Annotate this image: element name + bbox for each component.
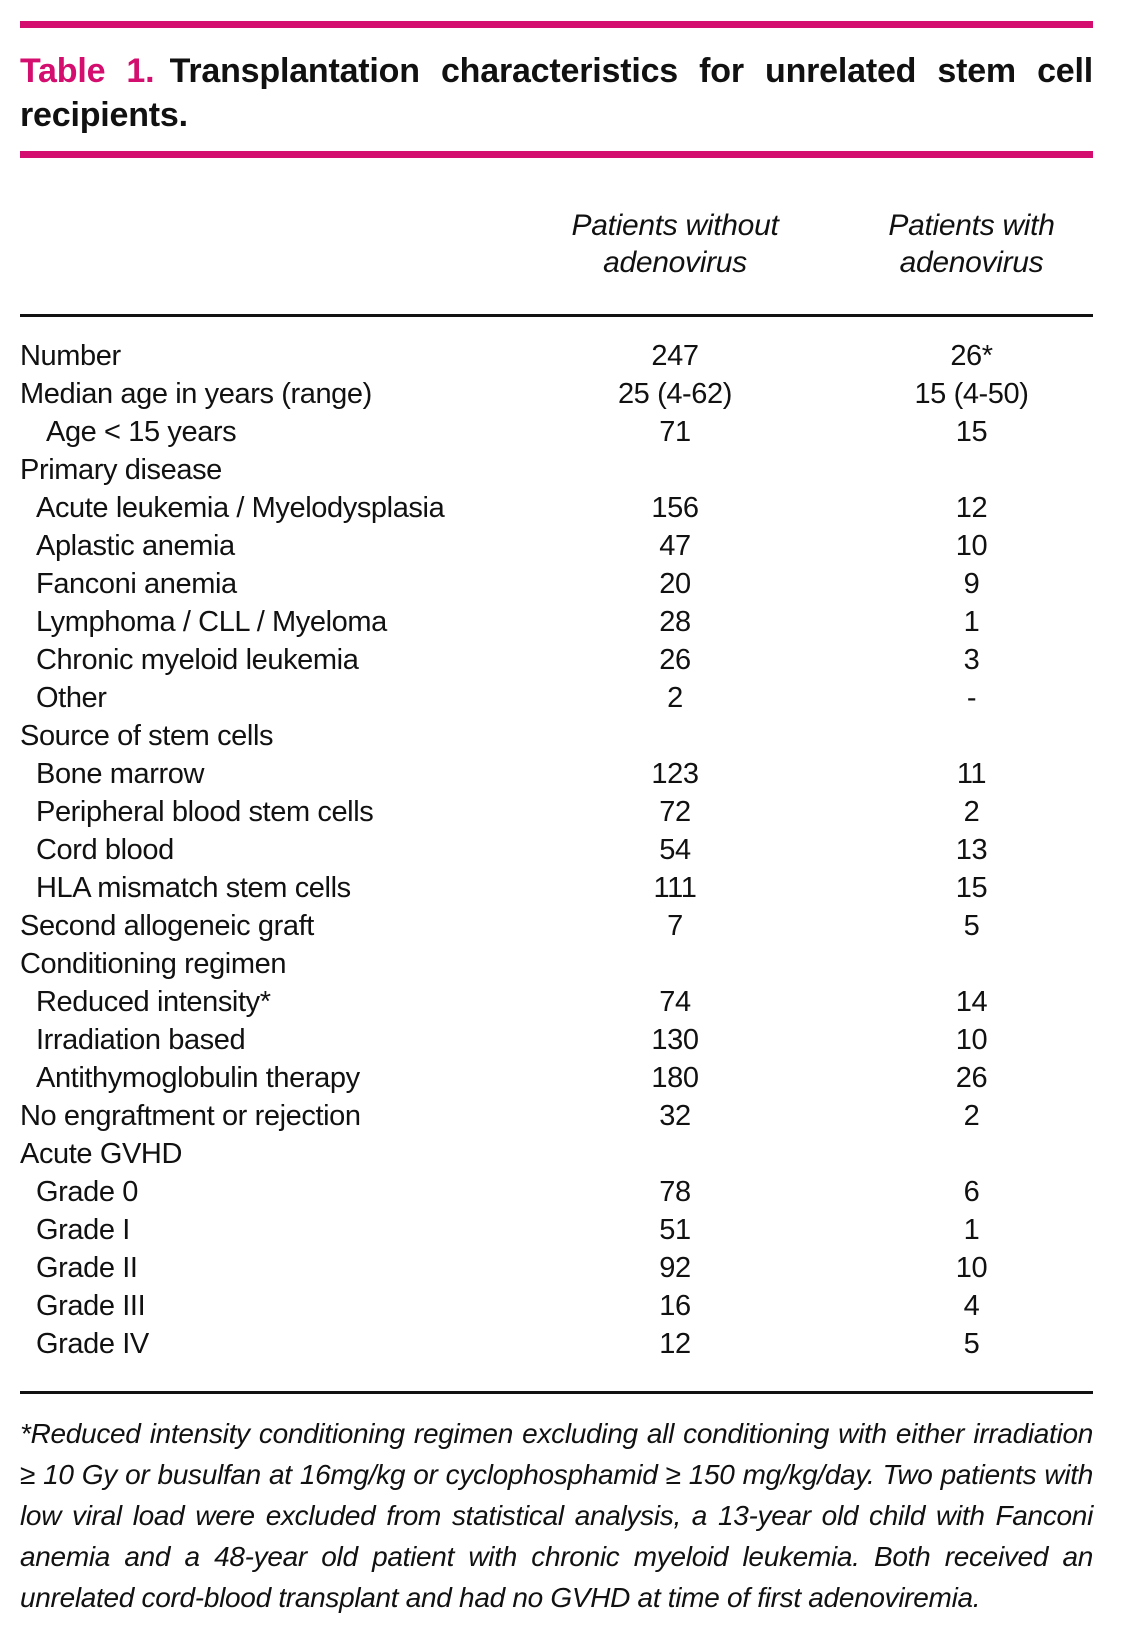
table-row <box>20 1287 1093 1325</box>
value-without-adenovirus: 92 <box>659 1252 691 1284</box>
value-without-adenovirus: 26 <box>659 644 691 676</box>
value-without-adenovirus: 111 <box>653 872 697 904</box>
value-without-adenovirus: 78 <box>659 1176 691 1208</box>
table-container <box>20 21 1093 1618</box>
table-row <box>20 527 1093 565</box>
table-row <box>20 907 1093 945</box>
row-label: Grade 0 <box>36 1176 138 1208</box>
row-label: Source of stem cells <box>20 720 274 752</box>
table-row <box>20 1059 1093 1097</box>
row-label: Reduced intensity* <box>36 986 271 1018</box>
value-with-adenovirus: 10 <box>955 1024 988 1056</box>
row-label: Conditioning regimen <box>20 948 287 980</box>
value-with-adenovirus: 3 <box>963 644 980 676</box>
column-header-line: adenovirus <box>899 246 1044 279</box>
value-with-adenovirus <box>850 945 1093 983</box>
value-with-adenovirus: 15 (4-50) <box>914 378 1029 410</box>
row-label: Age < 15 years <box>46 416 237 448</box>
row-label: Acute GVHD <box>20 1138 182 1170</box>
value-without-adenovirus: 247 <box>651 340 699 372</box>
value-without-adenovirus: 47 <box>659 530 691 562</box>
row-label: Number <box>20 340 121 372</box>
value-with-adenovirus: 13 <box>955 834 988 866</box>
value-with-adenovirus: 15 <box>955 416 988 448</box>
row-label: Irradiation based <box>36 1024 246 1056</box>
table-row <box>20 565 1093 603</box>
value-without-adenovirus: 51 <box>659 1214 691 1246</box>
value-with-adenovirus: 10 <box>955 530 988 562</box>
column-header-line: Patients with <box>888 209 1055 242</box>
column-header-without-adenovirus <box>500 207 850 281</box>
value-with-adenovirus <box>850 451 1093 489</box>
table-row <box>20 1325 1093 1363</box>
value-without-adenovirus: 72 <box>659 796 691 828</box>
value-with-adenovirus: 26* <box>950 340 993 372</box>
row-label: Lymphoma / CLL / Myeloma <box>36 606 387 638</box>
row-label: Primary disease <box>20 454 222 486</box>
value-without-adenovirus: 71 <box>659 416 691 448</box>
table-row <box>20 793 1093 831</box>
value-without-adenovirus: 28 <box>659 606 691 638</box>
value-with-adenovirus: 9 <box>963 568 980 600</box>
table-row <box>20 413 1093 451</box>
table-row <box>20 679 1093 717</box>
row-label: HLA mismatch stem cells <box>36 872 351 904</box>
value-without-adenovirus: 130 <box>651 1024 699 1056</box>
row-label: Fanconi anemia <box>36 568 237 600</box>
row-label: Peripheral blood stem cells <box>36 796 374 828</box>
table-row <box>20 869 1093 907</box>
table-footnote: *Reduced intensity conditioning regimen excluding all conditioning with either irradiation ≥ 10 Gy or busulfan at 16mg/kg or cyclophosphamid ≥ 150 mg/kg/day. Two patients with low viral load were excluded from statistical analysis, a 13-year old child with Fanconi anemia and a 48-year old patient with chronic myeloid leukemia. Both received an unrelated cord-blood transplant and had no GVHD at time of first adenoviremia. <box>20 1418 1093 1613</box>
column-header-row <box>20 207 1093 281</box>
value-without-adenovirus <box>500 717 850 755</box>
row-label: Other <box>36 682 107 714</box>
value-with-adenovirus: 26 <box>955 1062 988 1094</box>
value-without-adenovirus: 20 <box>659 568 691 600</box>
value-without-adenovirus: 156 <box>651 492 699 524</box>
value-without-adenovirus: 123 <box>651 758 699 790</box>
title-accent-bar <box>20 151 1093 158</box>
row-label: Chronic myeloid leukemia <box>36 644 359 676</box>
table-row <box>20 1249 1093 1287</box>
table-row <box>20 489 1093 527</box>
value-with-adenovirus: 15 <box>955 872 988 904</box>
value-without-adenovirus: 12 <box>659 1328 691 1360</box>
value-with-adenovirus: 5 <box>963 910 980 942</box>
value-with-adenovirus: - <box>966 682 977 714</box>
table-row <box>20 1173 1093 1211</box>
value-without-adenovirus: 74 <box>659 986 691 1018</box>
row-label: Antithymoglobulin therapy <box>36 1062 360 1094</box>
row-label: Cord blood <box>36 834 174 866</box>
row-label: Grade II <box>36 1252 138 1284</box>
table-title <box>20 49 1093 137</box>
table-row <box>20 337 1093 375</box>
value-without-adenovirus: 7 <box>667 910 683 942</box>
table-row <box>20 1021 1093 1059</box>
table-row <box>20 375 1093 413</box>
row-label: Median age in years (range) <box>20 378 372 410</box>
table-row <box>20 717 1093 755</box>
value-with-adenovirus: 11 <box>956 758 987 790</box>
table-row <box>20 451 1093 489</box>
value-with-adenovirus: 5 <box>963 1328 980 1360</box>
value-with-adenovirus: 6 <box>963 1176 980 1208</box>
column-header-with-adenovirus <box>850 207 1093 281</box>
value-without-adenovirus: 54 <box>659 834 691 866</box>
table-row <box>20 641 1093 679</box>
table-title-label: Table 1. <box>20 52 155 90</box>
table-row <box>20 945 1093 983</box>
footer-rule <box>20 1391 1093 1394</box>
table-row <box>20 831 1093 869</box>
value-without-adenovirus <box>500 451 850 489</box>
row-label: Grade III <box>36 1290 146 1322</box>
row-label: Aplastic anemia <box>36 530 235 562</box>
top-accent-bar <box>20 21 1093 28</box>
value-with-adenovirus <box>850 1135 1093 1173</box>
value-with-adenovirus: 12 <box>955 492 988 524</box>
value-with-adenovirus: 2 <box>963 796 980 828</box>
table-row <box>20 1097 1093 1135</box>
value-without-adenovirus: 180 <box>651 1062 699 1094</box>
row-label: Bone marrow <box>36 758 205 790</box>
value-without-adenovirus <box>500 1135 850 1173</box>
value-with-adenovirus: 1 <box>963 1214 980 1246</box>
table-row <box>20 1135 1093 1173</box>
value-with-adenovirus: 2 <box>963 1100 980 1132</box>
table-body <box>20 317 1093 1391</box>
column-header-spacer <box>20 207 500 281</box>
table-row <box>20 755 1093 793</box>
table-row <box>20 1211 1093 1249</box>
table-row <box>20 983 1093 1021</box>
value-without-adenovirus: 25 (4-62) <box>617 378 733 410</box>
column-header-line: Patients without <box>571 209 779 242</box>
value-without-adenovirus: 16 <box>659 1290 691 1322</box>
value-without-adenovirus: 2 <box>667 682 683 714</box>
value-with-adenovirus: 4 <box>963 1290 980 1322</box>
value-without-adenovirus: 32 <box>659 1100 691 1132</box>
value-with-adenovirus: 14 <box>955 986 988 1018</box>
row-label: No engraftment or rejection <box>20 1100 361 1132</box>
row-label: Grade IV <box>36 1328 149 1360</box>
row-label: Acute leukemia / Myelodysplasia <box>36 492 445 524</box>
value-with-adenovirus: 1 <box>963 606 980 638</box>
row-label: Grade I <box>36 1214 130 1246</box>
table-title-text: Transplantation characteristics for unrelated stem cell recipients. <box>20 52 1093 134</box>
row-label: Second allogeneic graft <box>20 910 314 942</box>
value-with-adenovirus <box>850 717 1093 755</box>
value-with-adenovirus: 10 <box>955 1252 988 1284</box>
column-header-line: adenovirus <box>603 246 747 279</box>
value-without-adenovirus <box>500 945 850 983</box>
table-row <box>20 603 1093 641</box>
